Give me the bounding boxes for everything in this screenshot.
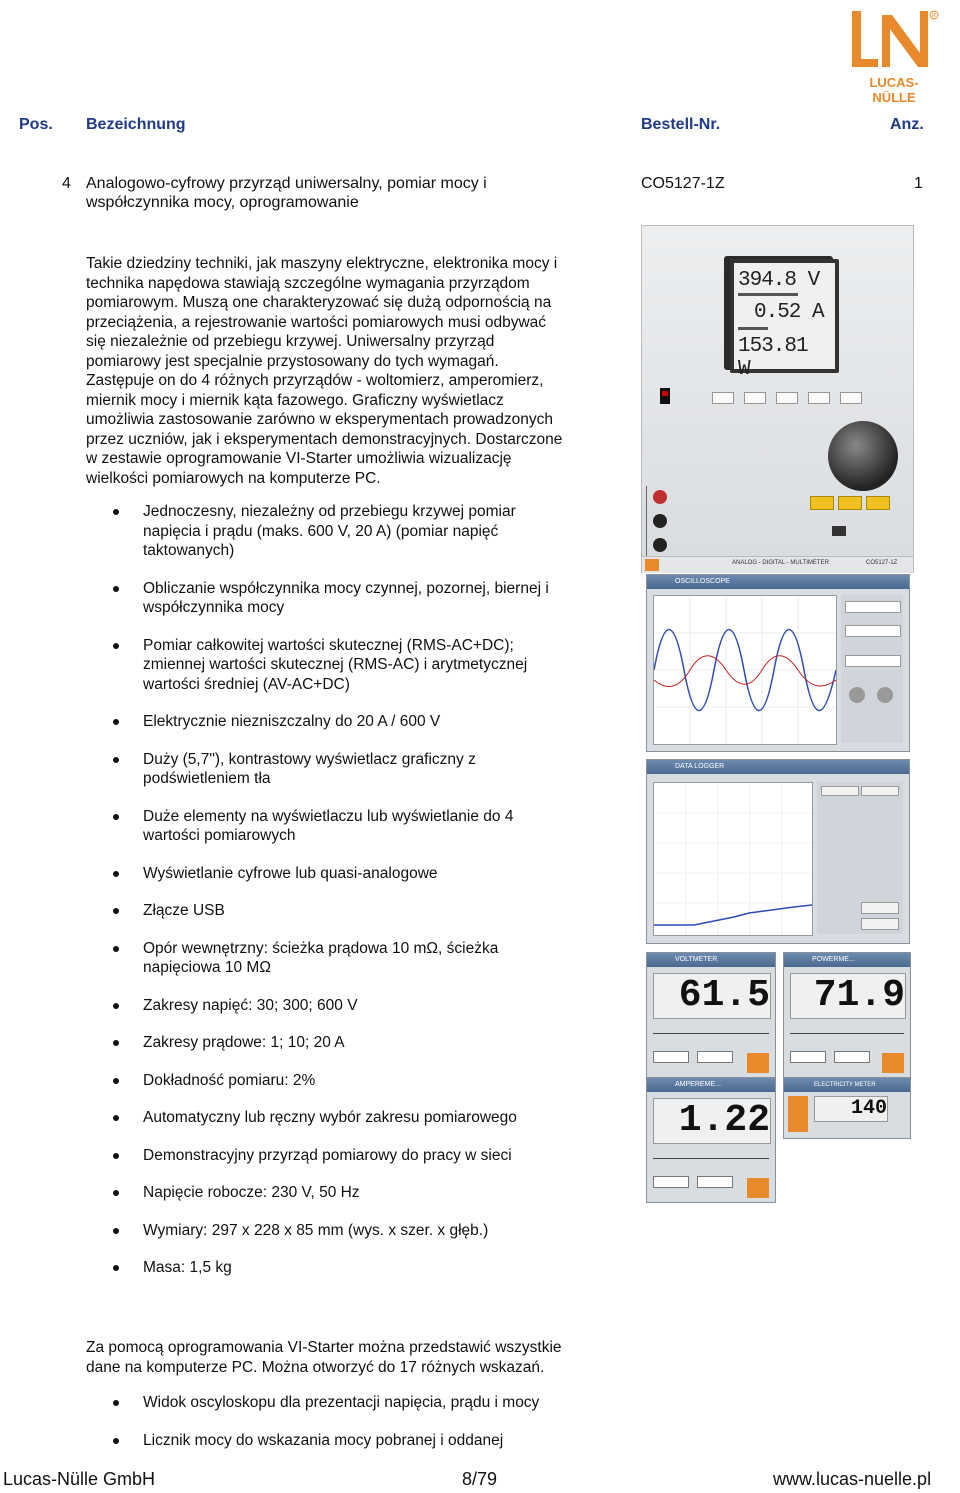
- power-switch-indicator: [662, 391, 668, 396]
- terminal-diagram: [646, 486, 767, 556]
- voltmeter-config-select: [697, 1051, 733, 1063]
- logo-text: LUCAS-NÜLLE: [869, 75, 919, 105]
- item-name-line2: współczynnika mocy, oprogramowanie: [86, 194, 359, 211]
- electricity-meter-value: 140: [814, 1096, 888, 1122]
- intro-line: technika napędowa stawiają szczególne wymagania przyrządom: [86, 274, 530, 292]
- footer-url[interactable]: www.lucas-nuelle.pl: [773, 1469, 932, 1489]
- list-item: Licznik mocy do wskazania mocy pobranej i oddanej: [86, 1431, 606, 1451]
- lcd-power-row: 153.81 W: [738, 335, 808, 381]
- item-qty: 1: [914, 175, 923, 192]
- lcd-current-bar: [738, 327, 768, 330]
- footer-page-number: 8/79: [462, 1469, 498, 1489]
- device-order-label: CO5127-1Z: [866, 560, 898, 566]
- lcd-voltage-row: 394.8 V: [738, 269, 820, 292]
- intro-line: pomiarowy jest specjalnie przystosowany do tych wymagań.: [86, 352, 499, 370]
- amperemeter-scale: [653, 1146, 769, 1159]
- header-qty: Anz.: [890, 116, 924, 133]
- data-logger-screen: [653, 782, 813, 936]
- electricity-meter-title: ELECTRICITY METER: [784, 1078, 910, 1092]
- intro-line: w zestawie oprogramowanie VI-Starter umożliwia wizualizację: [86, 450, 512, 467]
- oscilloscope-title: OSCILLOSCOPE: [647, 575, 909, 589]
- oscilloscope-window: [646, 574, 910, 752]
- esc-button: [866, 496, 890, 510]
- list-item: Elektrycznie niezniszczalny do 20 A / 600 V: [86, 712, 606, 732]
- list-item: Opór wewnętrzny: ścieżka prądowa 10 mΩ, ścieżka napięciowa 10 MΩ: [86, 939, 606, 978]
- data-logger-trace: [654, 783, 812, 935]
- electricity-meter-logo: [788, 1096, 808, 1132]
- voltmeter-value-select: [653, 1051, 689, 1063]
- list-item: Jednoczesny, niezależny od przebiegu krzywej pomiar napięcia i prądu (maks. 600 V, 20 A) (pomiar napięć taktowanych): [86, 502, 606, 561]
- voltmeter-scale: [653, 1021, 769, 1034]
- feature-list: [86, 502, 606, 1278]
- list-item: Wymiary: 297 x 228 x 85 mm (wys. x szer. x głęb.): [86, 1221, 606, 1241]
- header-name: Bezeichnung: [86, 116, 186, 133]
- list-item: Automatyczny lub ręczny wybór zakresu pomiarowego: [86, 1108, 606, 1128]
- lucas-nuelle-logo: [848, 5, 940, 105]
- data-logger-window: [646, 759, 910, 944]
- item-pos: 4: [62, 175, 71, 192]
- amperemeter-logo: [747, 1178, 769, 1198]
- intro-paragraph: [86, 254, 626, 488]
- electricity-meter-window: [783, 1077, 911, 1139]
- header-pos: Pos.: [19, 116, 53, 133]
- usb-port: [832, 526, 846, 536]
- powermeter-value-select: [790, 1051, 826, 1063]
- svg-text:R: R: [931, 13, 937, 20]
- amperemeter-value: 1.22: [653, 1098, 771, 1144]
- intro-line: przez uczniów, jak i eksperymentach demonstracyjnych. Dostarczone: [86, 430, 563, 448]
- menu-button: [838, 496, 862, 510]
- powermeter-scale: [790, 1021, 904, 1034]
- list-item: Widok oscyloskopu dla prezentacji napięcia, prądu i mocy: [86, 1393, 606, 1413]
- amperemeter-value-select: [653, 1176, 689, 1188]
- list-item: Wyświetlanie cyfrowe lub quasi-analogowe: [86, 864, 606, 884]
- voltmeter-logo: [747, 1053, 769, 1073]
- amperemeter-config-select: [697, 1176, 733, 1188]
- list-item: Napięcie robocze: 230 V, 50 Hz: [86, 1183, 606, 1203]
- powermeter-title: POWERME...: [784, 953, 910, 967]
- list-item: Złącze USB: [86, 901, 606, 921]
- device-lcd: [730, 259, 839, 381]
- list-item: Dokładność pomiaru: 2%: [86, 1071, 606, 1091]
- header-order-no: Bestell-Nr.: [641, 116, 721, 133]
- powermeter-value: 71.9: [790, 973, 906, 1019]
- rotary-knob: [828, 421, 898, 491]
- voltmeter-title: VOLTMETER: [647, 953, 775, 967]
- intro-line: Takie dziedziny techniki, jak maszyny elektryczne, elektronika mocy i: [86, 255, 558, 272]
- oscilloscope-controls: [841, 595, 903, 743]
- powermeter-config-select: [834, 1051, 870, 1063]
- voltmeter-value: 61.5: [653, 973, 771, 1019]
- footer-company: Lucas-Nülle GmbH: [3, 1469, 156, 1489]
- voltmeter-window: [646, 952, 776, 1079]
- software-line: Za pomocą oprogramowania VI-Starter można przedstawić wszystkie: [86, 1339, 562, 1356]
- oscilloscope-screen: [653, 595, 837, 745]
- list-item: Zakresy napięć: 30; 300; 600 V: [86, 996, 606, 1016]
- intro-line: przeciążenia, a rejestrowanie wartości pomiarowych musi odbywać: [86, 313, 547, 331]
- lcd-current-row: 0.52 A: [754, 301, 824, 324]
- item-name-line1: Analogowo-cyfrowy przyrząd uniwersalny, pomiar mocy i: [86, 175, 487, 192]
- device-footer-strip: [642, 556, 913, 573]
- list-item: Obliczanie współczynnika mocy czynnej, pozornej, biernej i współczynnika mocy: [86, 579, 606, 618]
- oscilloscope-waves: [654, 596, 836, 744]
- software-feature-list: [86, 1393, 606, 1468]
- device-panel-label: ANALOG - DIGITAL - MULTIMETER: [732, 560, 829, 566]
- intro-line: się niezależnie od przebiegu krzywej. Uniwersalny przyrząd: [86, 333, 495, 350]
- list-item: Masa: 1,5 kg: [86, 1258, 606, 1278]
- data-logger-controls: [817, 782, 903, 934]
- list-item: Pomiar całkowitej wartości skutecznej (RMS-AC+DC); zmiennej wartości skutecznej (RMS-AC) i arytmetycznej wartości średniej (AV-AC+DC): [86, 636, 606, 695]
- powermeter-window: [783, 952, 911, 1079]
- list-item: Zakresy prądowe: 1; 10; 20 A: [86, 1033, 606, 1053]
- list-item: Duży (5,7"), kontrastowy wyświetlacz graficzny z podświetleniem tła: [86, 750, 606, 789]
- intro-line: Zastępuje on do 4 różnych przyrządów - woltomierz, amperomierz,: [86, 372, 544, 389]
- powermeter-logo: [882, 1053, 904, 1073]
- intro-line: wielkości pomiarowych na komputerze PC.: [86, 469, 381, 487]
- data-logger-title: DATA LOGGER: [647, 760, 909, 774]
- set-button: [810, 496, 834, 510]
- function-buttons: [712, 392, 877, 404]
- lcd-voltage-bar: [738, 293, 798, 296]
- intro-line: miernik mocy i miernik kąta fazowego. Graficzny wyświetlacz: [86, 391, 504, 409]
- intro-line: pomiarowym. Muszą one charakteryzować się dużą odpornością na: [86, 294, 552, 311]
- software-line: dane na komputerze PC. Można otworzyć do 17 różnych wskazań.: [86, 1358, 545, 1376]
- software-paragraph: [86, 1338, 646, 1377]
- amperemeter-title: AMPEREME...: [647, 1078, 775, 1092]
- intro-line: umożliwia zastosowanie zarówno w eksperymentach prowadzonych: [86, 411, 553, 428]
- item-order-no: CO5127-1Z: [641, 175, 725, 192]
- list-item: Demonstracyjny przyrząd pomiarowy do pracy w sieci: [86, 1146, 606, 1166]
- amperemeter-window: [646, 1077, 776, 1203]
- list-item: Duże elementy na wyświetlaczu lub wyświetlanie do 4 wartości pomiarowych: [86, 807, 606, 846]
